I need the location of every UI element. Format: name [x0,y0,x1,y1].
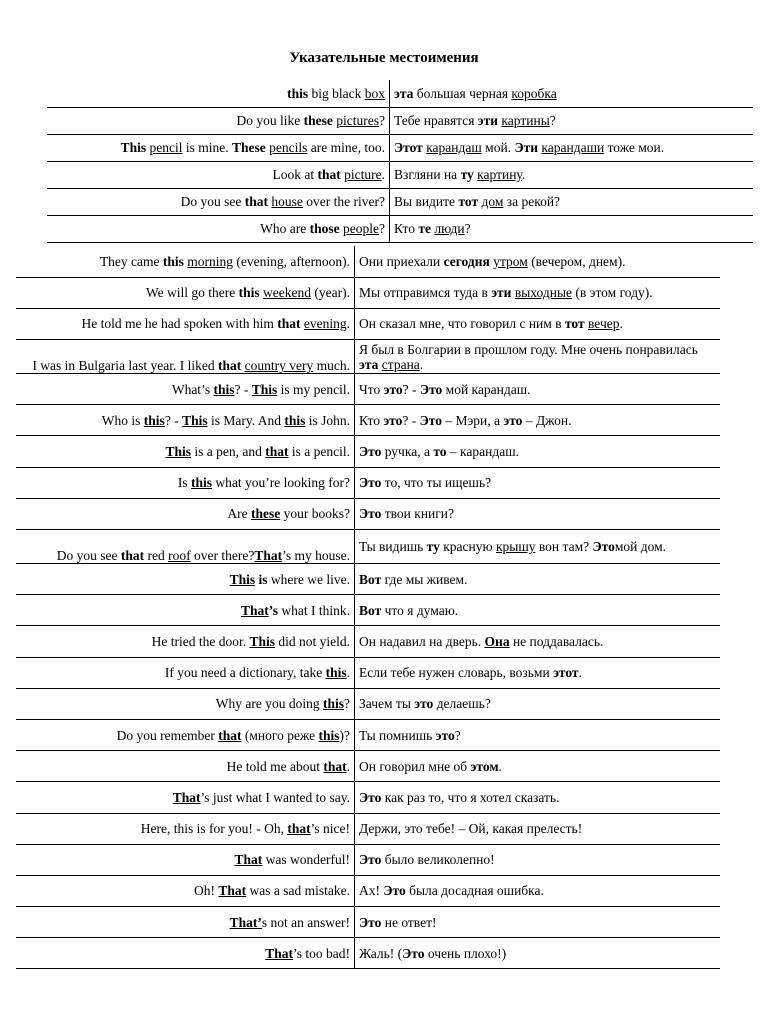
emphasized-word: Это [419,381,443,397]
emphasized-word: Это [402,945,425,961]
emphasized-word: ту [426,539,440,554]
table-row [16,626,720,657]
russian-cell: Это не ответ! [359,914,437,930]
english-cell: Oh! That was a sad mistake. [16,875,355,906]
english-cell: Do you see that red roof over there?That’s my house. [16,530,355,564]
english-cell: That’s not an answer! [16,907,355,938]
emphasized-word: сегодня [443,253,490,269]
russian-cell: Ты видишь ту красную крышу вон там? Этомой дом. [359,539,667,554]
emphasized-word: These [232,140,266,155]
underlined-word: pencil [149,140,183,155]
emphasized-word: is [258,571,268,587]
table-row [16,498,720,529]
russian-cell: Что это? - Это мой карандаш. [359,381,531,397]
table-row [16,938,720,969]
emphasized-word: That [265,945,293,961]
russian-cell: Он говорил мне об этом. [359,758,502,774]
underlined-word: картину [477,167,522,182]
pronoun-table-basic [47,80,753,243]
english-cell: Do you like these pictures? [47,107,390,134]
underlined-word: people [343,221,379,236]
english-cell: Who are those people? [47,215,390,242]
russian-cell: Если тебе нужен словарь, возьми этот. [359,665,582,681]
emphasized-word: ’s [268,602,278,618]
emphasized-word: That [218,883,247,899]
emphasized-word: That [234,852,263,868]
russian-cell: Жаль! (Это очень плохо!) [359,945,507,961]
table-row [16,340,720,374]
russian-cell: Они приехали сегодня утром (вечером, днем). [359,253,626,269]
emphasized-word: Это [359,444,382,460]
emphasized-word: that [277,316,301,332]
emphasized-word: this [213,381,235,397]
russian-cell: Вот что я думаю. [359,602,459,618]
emphasized-word: This [229,571,256,587]
table-row [16,782,720,813]
emphasized-word: this [325,665,347,681]
emphasized-word: Этот [394,140,423,155]
underlined-word: карандаш [426,140,482,155]
emphasized-word: That’ [229,914,262,930]
table-row [16,657,720,688]
emphasized-word: this [143,412,165,428]
emphasized-word: that [265,444,289,460]
emphasized-word: This [165,444,192,460]
emphasized-word: эта [359,356,379,372]
emphasized-word: This [182,412,208,428]
underlined-word: карандаши [541,140,605,155]
underlined-word: страна [381,356,420,372]
emphasized-word: This [249,633,275,649]
table-row [16,688,720,719]
russian-cell: Зачем ты это делаешь? [359,696,491,712]
emphasized-word: This [120,140,147,155]
pronoun-table-examples [16,246,720,969]
emphasized-word: это [383,381,403,397]
table-row [16,277,720,308]
underlined-word: pencils [269,140,308,155]
russian-cell: Мы отправимся туда в эти выходные (в этом году). [359,285,653,301]
emphasized-word: that [244,194,269,209]
table-row [16,564,720,595]
russian-cell: Тебе нравятся эти картины? [394,113,556,128]
table-row [16,374,720,405]
table-row [16,436,720,467]
russian-cell: Ты помнишь это? [359,727,461,743]
table-row [16,467,720,498]
emphasized-word: Это [359,789,382,805]
table-row [16,595,720,626]
underlined-word: picture [344,167,382,182]
underlined-word: weekend [263,285,312,301]
emphasized-word: this [318,727,340,743]
emphasized-word: это [435,727,455,743]
emphasized-word: эта [394,85,414,101]
table-row [16,813,720,844]
emphasized-word: that [287,821,311,837]
emphasized-word: those [309,221,340,236]
russian-cell: Вот где мы живем. [359,571,468,587]
emphasized-word: эти [491,285,512,301]
emphasized-word: this [162,253,184,269]
english-cell: He told me he had spoken with him that evening. [16,308,355,339]
table-row [16,308,720,339]
emphasized-word: тот [564,316,585,332]
underlined-word: вечер [588,316,620,332]
table-row [16,719,720,750]
english-cell: This is where we live. [16,564,355,595]
russian-cell: Это то, что ты ищешь? [359,475,492,491]
emphasized-word: Она [484,633,510,649]
emphasized-word: этот [553,665,579,681]
table-row [16,246,720,277]
russian-cell: Ах! Это была досадная ошибка. [359,883,544,899]
table-row [16,405,720,436]
emphasized-word: that [317,167,341,182]
emphasized-word: that [218,727,242,743]
emphasized-word: that [120,548,145,563]
emphasized-word: that [323,758,347,774]
emphasized-word: This [251,381,278,397]
russian-cell: Вы видите тот дом за рекой? [394,194,561,209]
russian-cell: Он надавил на дверь. Она не поддавалась. [359,633,604,649]
english-cell: Do you see that house over the river? [47,188,390,215]
table-row [47,215,753,242]
english-cell: They came this morning (evening, afternoon). [16,246,355,277]
emphasized-word: те [418,221,431,236]
underlined-word: картины [501,113,550,128]
english-cell: Here, this is for you! - Oh, that’s nice! [16,813,355,844]
emphasized-word: Вот [359,571,382,587]
underlined-word: roof [168,548,191,563]
emphasized-word: Это [359,506,382,522]
emphasized-word: Это [359,914,382,930]
emphasized-word: That [254,548,283,563]
table-row [16,530,720,564]
underlined-word: дом [481,194,504,209]
russian-cell: Я был в Болгарии в прошлом году. Мне очень понравилась эта страна. [359,341,698,372]
emphasized-word: That [240,602,269,618]
emphasized-word: these [251,506,281,522]
table-row [16,907,720,938]
english-cell: This is a pen, and that is a pencil. [16,436,355,467]
russian-cell: Держи, это тебе! – Ой, какая прелесть! [359,821,583,837]
underlined-word: выходные [514,285,573,301]
emphasized-word: this [287,85,309,101]
english-cell: He told me about that. [16,751,355,782]
emphasized-word: этом [470,758,499,774]
underlined-word: люди [434,221,465,236]
table-row [47,107,753,134]
emphasized-word: That [172,789,201,805]
emphasized-word: Это [359,475,382,491]
russian-cell: Это твои книги? [359,506,455,522]
emphasized-word: Это [419,412,442,428]
underlined-word: morning [187,253,234,269]
russian-cell: Это как раз то, что я хотел сказать. [359,789,560,805]
table-row [47,161,753,188]
underlined-word: country very [244,358,314,374]
russian-cell: Кто те люди? [394,221,471,236]
emphasized-word: это [383,412,403,428]
english-cell: If you need a dictionary, take this. [16,657,355,688]
english-cell: I was in Bulgaria last year. I liked that country very much. [16,340,355,374]
emphasized-word: Это [359,852,382,868]
emphasized-word: это [503,412,523,428]
underlined-word: коробка [511,85,557,101]
emphasized-word: Это [592,539,615,554]
emphasized-word: Это [383,883,406,899]
russian-cell: Это было великолепно! [359,852,495,868]
english-cell: Look at that picture. [47,161,390,188]
english-cell: That was wonderful! [16,844,355,875]
table-row [47,80,753,107]
english-cell: Are these your books? [16,498,355,529]
underlined-word: крышу [495,539,536,554]
page-title: Указательные местоимения [289,50,479,66]
underlined-word: pictures [336,113,379,128]
emphasized-word: these [303,113,333,128]
russian-cell: Он сказал мне, что говорил с ним в тот вечер. [359,316,623,332]
underlined-word: утром [493,253,528,269]
emphasized-word: this [284,412,306,428]
emphasized-word: this [191,475,213,491]
emphasized-word: this [322,696,344,712]
underlined-word: evening [303,316,347,332]
table-row [16,751,720,782]
russian-cell: Этот карандаш мой. Эти карандаши тоже мои. [394,140,665,155]
english-cell: What’s this? - This is my pencil. [16,374,355,405]
emphasized-word: Вот [359,602,382,618]
emphasized-word: that [218,358,242,374]
russian-cell: Это ручка, а то – карандаш. [359,444,519,460]
underlined-word: house [271,194,303,209]
english-cell: We will go there this weekend (year). [16,277,355,308]
table-row [47,188,753,215]
table-row [47,134,753,161]
english-cell: That’s too bad! [16,938,355,969]
emphasized-word: ту [460,167,474,182]
english-cell: That’s what I think. [16,595,355,626]
english-cell: Who is this? - This is Mary. And this is John. [16,405,355,436]
english-cell: This pencil is mine. These pencils are mine, too. [47,134,390,161]
emphasized-word: это [414,696,434,712]
emphasized-word: тот [458,194,479,209]
english-cell: That’s just what I wanted to say. [16,782,355,813]
emphasized-word: эти [477,113,499,128]
table-row [16,875,720,906]
english-cell: this big black box [47,80,390,107]
russian-cell: Взгляни на ту картину. [394,167,526,182]
russian-cell: Кто это? - Это – Мэри, а это – Джон. [359,412,572,428]
english-cell: Is this what you’re looking for? [16,467,355,498]
russian-cell: эта большая черная коробка [394,85,557,101]
english-cell: Do you remember that (много реже this)? [16,719,355,750]
emphasized-word: Эти [514,140,539,155]
emphasized-word: то [433,444,447,460]
underlined-word: box [364,85,385,101]
emphasized-word: this [238,285,260,301]
table-row [16,844,720,875]
english-cell: Why are you doing this? [16,688,355,719]
english-cell: He tried the door. This did not yield. [16,626,355,657]
